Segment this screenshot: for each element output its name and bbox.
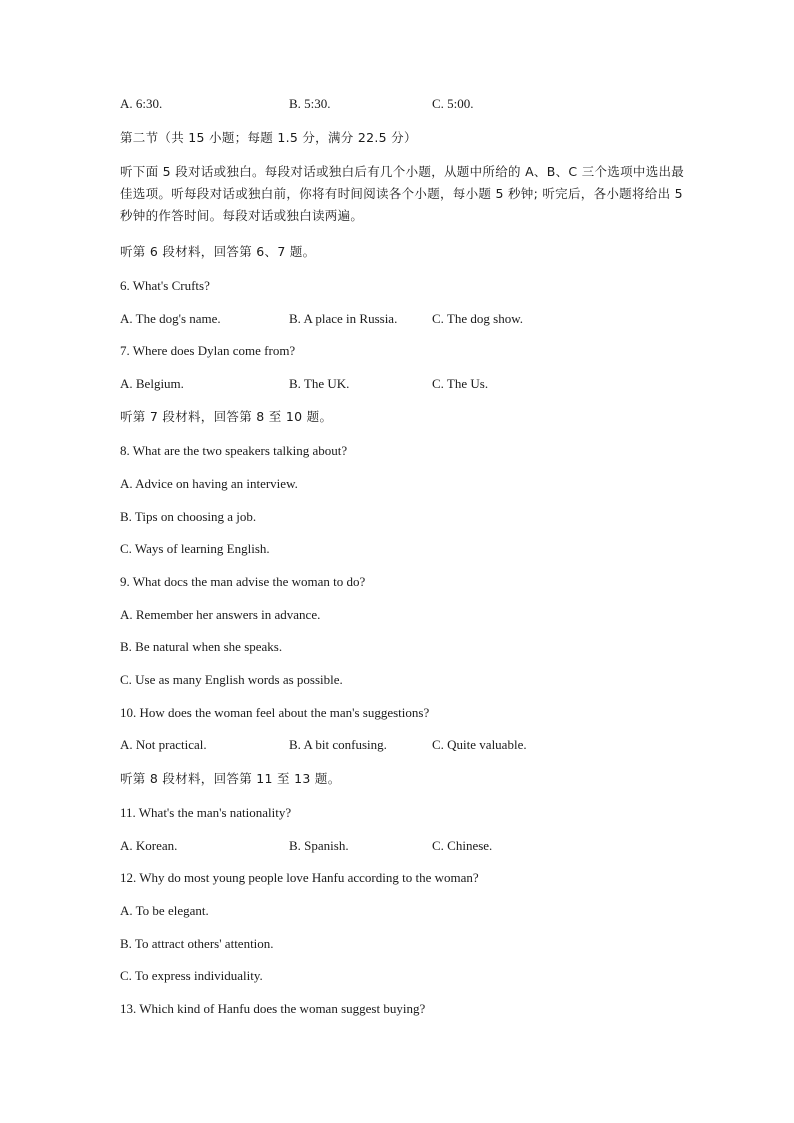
question-7-option-c: C. The Us. — [432, 376, 489, 391]
material-8-heading: 听第 8 段材料，回答第 11 至 13 题。 — [120, 771, 341, 786]
question-10-option-c: C. Quite valuable. — [432, 737, 527, 752]
question-8-stem: 8. What are the two speakers talking about? — [120, 443, 348, 458]
question-9-stem: 9. What docs the man advise the woman to do? — [120, 574, 366, 589]
question-10-option-a: A. Not practical. — [120, 737, 207, 752]
question-6-option-b: B. A place in Russia. — [289, 311, 398, 326]
question-12-option-a: A. To be elegant. — [120, 903, 209, 918]
question-8-option-b: B. Tips on choosing a job. — [120, 509, 257, 524]
question-11-option-a: A. Korean. — [120, 838, 178, 853]
question-7-stem: 7. Where does Dylan come from? — [120, 343, 296, 358]
question-9-option-a: A. Remember her answers in advance. — [120, 607, 321, 622]
question-12-stem: 12. Why do most young people love Hanfu according to the woman? — [120, 870, 479, 885]
question-8-option-a: A. Advice on having an interview. — [120, 476, 298, 491]
question-10-option-b: B. A bit confusing. — [289, 737, 387, 752]
question-11-stem: 11. What's the man's nationality? — [120, 805, 292, 820]
question-10-stem: 10. How does the woman feel about the man's suggestions? — [120, 705, 430, 720]
question-11-option-c: C. Chinese. — [432, 838, 493, 853]
question-12-option-b: B. To attract others' attention. — [120, 936, 274, 951]
question-13-stem: 13. Which kind of Hanfu does the woman suggest buying? — [120, 1001, 426, 1016]
option-b: B. 5:30. — [289, 96, 331, 111]
question-9-option-c: C. Use as many English words as possible. — [120, 672, 343, 687]
question-11-option-b: B. Spanish. — [289, 838, 349, 853]
material-6-heading: 听第 6 段材料，回答第 6、7 题。 — [120, 244, 316, 259]
section-heading: 第二节（共 15 小题；每题 1.5 分，满分 22.5 分） — [120, 130, 417, 145]
option-c: C. 5:00. — [432, 96, 474, 111]
question-7-option-a: A. Belgium. — [120, 376, 184, 391]
question-9-option-b: B. Be natural when she speaks. — [120, 639, 283, 654]
question-6-stem: 6. What's Crufts? — [120, 278, 210, 293]
material-7-heading: 听第 7 段材料，回答第 8 至 10 题。 — [120, 409, 333, 424]
question-12-option-c: C. To express individuality. — [120, 968, 263, 983]
option-a: A. 6:30. — [120, 96, 163, 111]
instructions-paragraph: 听下面 5 段对话或独白。每段对话或独白后有几个小题，从题中所给的 A、B、C 三个选项中选出最佳选项。听每段对话或独白前，你将有时间阅读各个小题，每小题 5 秒钟; 听完后，各小题将给出 5 秒钟的作答时间。每段对话或独白读两遍。 — [120, 164, 685, 223]
question-8-option-c: C. Ways of learning English. — [120, 541, 270, 556]
question-6-option-a: A. The dog's name. — [120, 311, 221, 326]
question-6-option-c: C. The dog show. — [432, 311, 523, 326]
question-7-option-b: B. The UK. — [289, 376, 350, 391]
